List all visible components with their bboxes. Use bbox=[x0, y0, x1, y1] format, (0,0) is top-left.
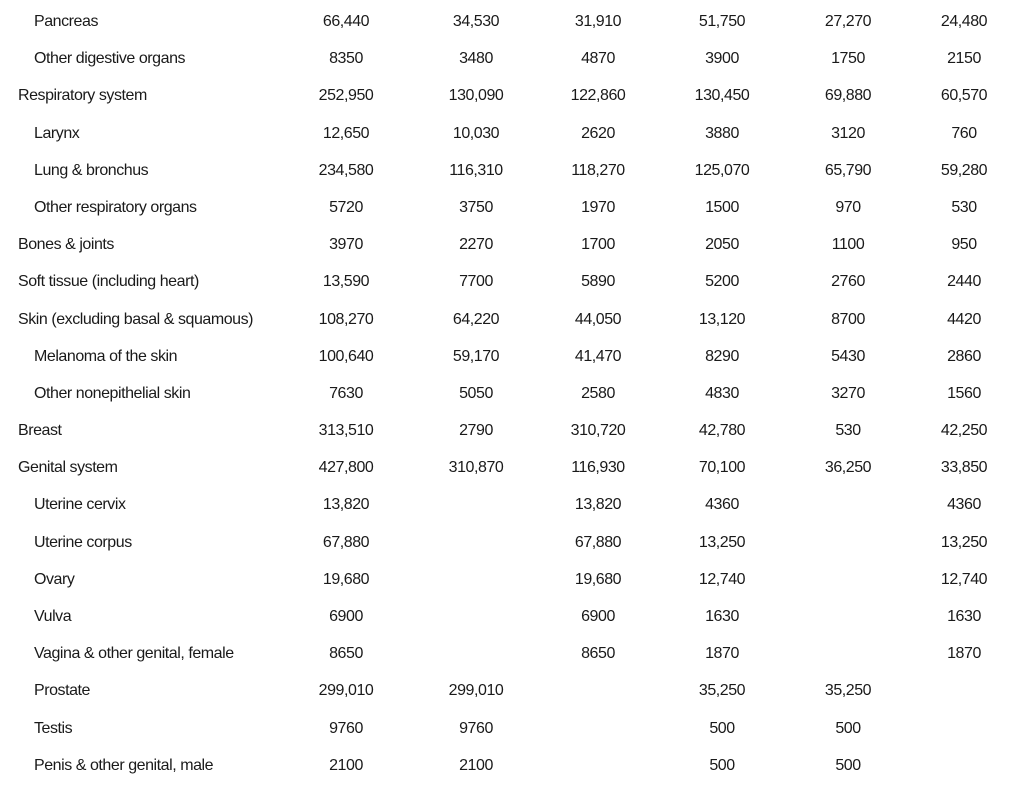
value-cell: 5890 bbox=[581, 273, 615, 291]
value-cell: 4360 bbox=[705, 496, 739, 514]
row-label: Genital system bbox=[18, 459, 118, 477]
row-label: Skin (excluding basal & squamous) bbox=[18, 310, 254, 328]
value-cell: 13,250 bbox=[698, 533, 746, 551]
table-row bbox=[0, 152, 1024, 189]
table-row bbox=[0, 710, 1024, 747]
value-cell: 4360 bbox=[947, 496, 981, 514]
table-row bbox=[0, 263, 1024, 300]
value-cell: 4830 bbox=[705, 384, 739, 402]
value-cell: 70,100 bbox=[698, 459, 746, 477]
row-label: Other nonepithelial skin bbox=[34, 384, 191, 402]
value-cell: 427,800 bbox=[318, 459, 374, 477]
value-cell: 1500 bbox=[705, 198, 739, 216]
value-cell: 2620 bbox=[581, 124, 615, 142]
value-cell: 65,790 bbox=[824, 161, 872, 179]
value-cell: 5200 bbox=[705, 273, 739, 291]
value-cell: 33,850 bbox=[940, 459, 988, 477]
value-cell: 19,680 bbox=[574, 570, 622, 588]
table-row bbox=[0, 226, 1024, 263]
value-cell: 970 bbox=[835, 198, 861, 216]
value-cell: 116,930 bbox=[571, 459, 625, 477]
value-cell: 31,910 bbox=[574, 13, 622, 30]
row-label: Ovary bbox=[34, 570, 75, 588]
value-cell: 2150 bbox=[947, 50, 981, 68]
value-cell: 9760 bbox=[329, 719, 363, 737]
value-cell: 5430 bbox=[831, 347, 865, 365]
table-row bbox=[0, 301, 1024, 338]
value-cell: 4420 bbox=[947, 310, 981, 328]
value-cell: 69,880 bbox=[824, 87, 872, 105]
value-cell: 3270 bbox=[831, 384, 865, 402]
value-cell: 66,440 bbox=[322, 13, 370, 30]
row-label: Bones & joints bbox=[18, 236, 114, 254]
value-cell: 310,870 bbox=[448, 459, 504, 477]
value-cell: 10,030 bbox=[452, 124, 500, 142]
value-cell: 1870 bbox=[947, 645, 981, 663]
row-label: Larynx bbox=[34, 124, 80, 142]
row-label: Vagina & other genital, female bbox=[34, 645, 234, 663]
value-cell: 8650 bbox=[581, 645, 615, 663]
value-cell: 67,880 bbox=[322, 533, 370, 551]
value-cell: 530 bbox=[835, 422, 861, 440]
value-cell: 13,120 bbox=[698, 310, 746, 328]
value-cell: 12,740 bbox=[940, 570, 988, 588]
value-cell: 2050 bbox=[705, 236, 739, 254]
value-cell: 13,590 bbox=[322, 273, 370, 291]
value-cell: 1870 bbox=[705, 645, 739, 663]
row-label: Breast bbox=[18, 422, 62, 440]
value-cell: 125,070 bbox=[694, 161, 750, 179]
value-cell: 5720 bbox=[329, 198, 363, 216]
table-row bbox=[0, 486, 1024, 523]
value-cell: 41,470 bbox=[574, 347, 622, 365]
value-cell: 1560 bbox=[947, 384, 981, 402]
value-cell: 42,780 bbox=[698, 422, 746, 440]
value-cell: 2100 bbox=[459, 756, 493, 774]
value-cell: 27,270 bbox=[824, 13, 872, 30]
value-cell: 2440 bbox=[947, 273, 981, 291]
value-cell: 2860 bbox=[947, 347, 981, 365]
value-cell: 8700 bbox=[831, 310, 865, 328]
value-cell: 9760 bbox=[459, 719, 493, 737]
value-cell: 3880 bbox=[705, 124, 739, 142]
value-cell: 108,270 bbox=[318, 310, 374, 328]
value-cell: 7700 bbox=[459, 273, 493, 291]
value-cell: 1750 bbox=[831, 50, 865, 68]
table-row bbox=[0, 375, 1024, 412]
value-cell: 2270 bbox=[459, 236, 493, 254]
value-cell: 130,450 bbox=[694, 87, 750, 105]
value-cell: 252,950 bbox=[318, 87, 374, 105]
value-cell: 67,880 bbox=[574, 533, 622, 551]
value-cell: 760 bbox=[951, 124, 977, 142]
value-cell: 1630 bbox=[705, 608, 739, 625]
row-label: Prostate bbox=[34, 682, 90, 700]
value-cell: 3970 bbox=[329, 236, 363, 254]
value-cell: 3750 bbox=[459, 198, 493, 216]
value-cell: 234,580 bbox=[318, 161, 374, 179]
row-label: Penis & other genital, male bbox=[34, 756, 214, 774]
value-cell: 313,510 bbox=[318, 422, 374, 440]
value-cell: 3900 bbox=[705, 50, 739, 68]
row-label: Testis bbox=[34, 719, 73, 737]
value-cell: 118,270 bbox=[571, 161, 625, 179]
value-cell: 2100 bbox=[329, 756, 363, 774]
value-cell: 6900 bbox=[329, 608, 363, 625]
value-cell: 500 bbox=[709, 719, 735, 737]
value-cell: 310,720 bbox=[570, 422, 626, 440]
value-cell: 500 bbox=[835, 719, 861, 737]
table-row bbox=[0, 672, 1024, 709]
value-cell: 4870 bbox=[581, 50, 615, 68]
value-cell: 130,090 bbox=[448, 87, 504, 105]
value-cell: 19,680 bbox=[322, 570, 370, 588]
value-cell: 6900 bbox=[581, 608, 615, 625]
value-cell: 42,250 bbox=[940, 422, 988, 440]
table-row bbox=[0, 598, 1024, 635]
row-label: Melanoma of the skin bbox=[34, 347, 178, 365]
value-cell: 1100 bbox=[831, 236, 865, 254]
table-row bbox=[0, 524, 1024, 561]
value-cell: 8650 bbox=[329, 645, 363, 663]
row-label: Lung & bronchus bbox=[34, 161, 149, 179]
value-cell: 500 bbox=[709, 756, 735, 774]
value-cell: 3480 bbox=[459, 50, 493, 68]
table-row bbox=[0, 115, 1024, 152]
table-row bbox=[0, 189, 1024, 226]
value-cell: 35,250 bbox=[824, 682, 872, 700]
value-cell: 1970 bbox=[581, 198, 615, 216]
table-row bbox=[0, 561, 1024, 598]
value-cell: 116,310 bbox=[449, 161, 503, 179]
value-cell: 3120 bbox=[831, 124, 865, 142]
value-cell: 13,820 bbox=[322, 496, 370, 514]
value-cell: 36,250 bbox=[824, 459, 872, 477]
row-label: Other digestive organs bbox=[34, 50, 186, 68]
table-row bbox=[0, 338, 1024, 375]
table-row bbox=[0, 449, 1024, 486]
value-cell: 950 bbox=[951, 236, 977, 254]
table-row bbox=[0, 747, 1024, 784]
value-cell: 1700 bbox=[581, 236, 615, 254]
value-cell: 100,640 bbox=[318, 347, 374, 365]
value-cell: 44,050 bbox=[574, 310, 622, 328]
value-cell: 299,010 bbox=[318, 682, 374, 700]
value-cell: 34,530 bbox=[452, 13, 500, 30]
row-label: Soft tissue (including heart) bbox=[18, 273, 199, 291]
value-cell: 530 bbox=[951, 198, 977, 216]
value-cell: 60,570 bbox=[940, 87, 988, 105]
table-row bbox=[0, 77, 1024, 114]
value-cell: 299,010 bbox=[448, 682, 504, 700]
value-cell: 500 bbox=[835, 756, 861, 774]
table-row bbox=[0, 3, 1024, 40]
row-label: Uterine cervix bbox=[34, 496, 126, 514]
row-label: Pancreas bbox=[34, 13, 98, 30]
value-cell: 59,170 bbox=[452, 347, 500, 365]
value-cell: 12,650 bbox=[322, 124, 370, 142]
value-cell: 8350 bbox=[329, 50, 363, 68]
value-cell: 13,820 bbox=[574, 496, 622, 514]
value-cell: 59,280 bbox=[940, 161, 988, 179]
value-cell: 7630 bbox=[329, 384, 363, 402]
value-cell: 5050 bbox=[459, 384, 493, 402]
table-row bbox=[0, 40, 1024, 77]
value-cell: 12,740 bbox=[698, 570, 746, 588]
row-label: Uterine corpus bbox=[34, 533, 132, 551]
value-cell: 8290 bbox=[705, 347, 739, 365]
row-label: Respiratory system bbox=[18, 87, 147, 105]
value-cell: 1630 bbox=[947, 608, 981, 625]
value-cell: 2790 bbox=[459, 422, 493, 440]
value-cell: 2760 bbox=[831, 273, 865, 291]
cancer-statistics-table bbox=[0, 3, 1024, 784]
value-cell: 2580 bbox=[581, 384, 615, 402]
value-cell: 122,860 bbox=[570, 87, 626, 105]
row-label: Other respiratory organs bbox=[34, 198, 197, 216]
table-row bbox=[0, 635, 1024, 672]
row-label: Vulva bbox=[34, 608, 72, 625]
value-cell: 64,220 bbox=[452, 310, 500, 328]
value-cell: 35,250 bbox=[698, 682, 746, 700]
value-cell: 13,250 bbox=[940, 533, 988, 551]
value-cell: 51,750 bbox=[698, 13, 746, 30]
value-cell: 24,480 bbox=[940, 13, 988, 30]
table-row bbox=[0, 412, 1024, 449]
